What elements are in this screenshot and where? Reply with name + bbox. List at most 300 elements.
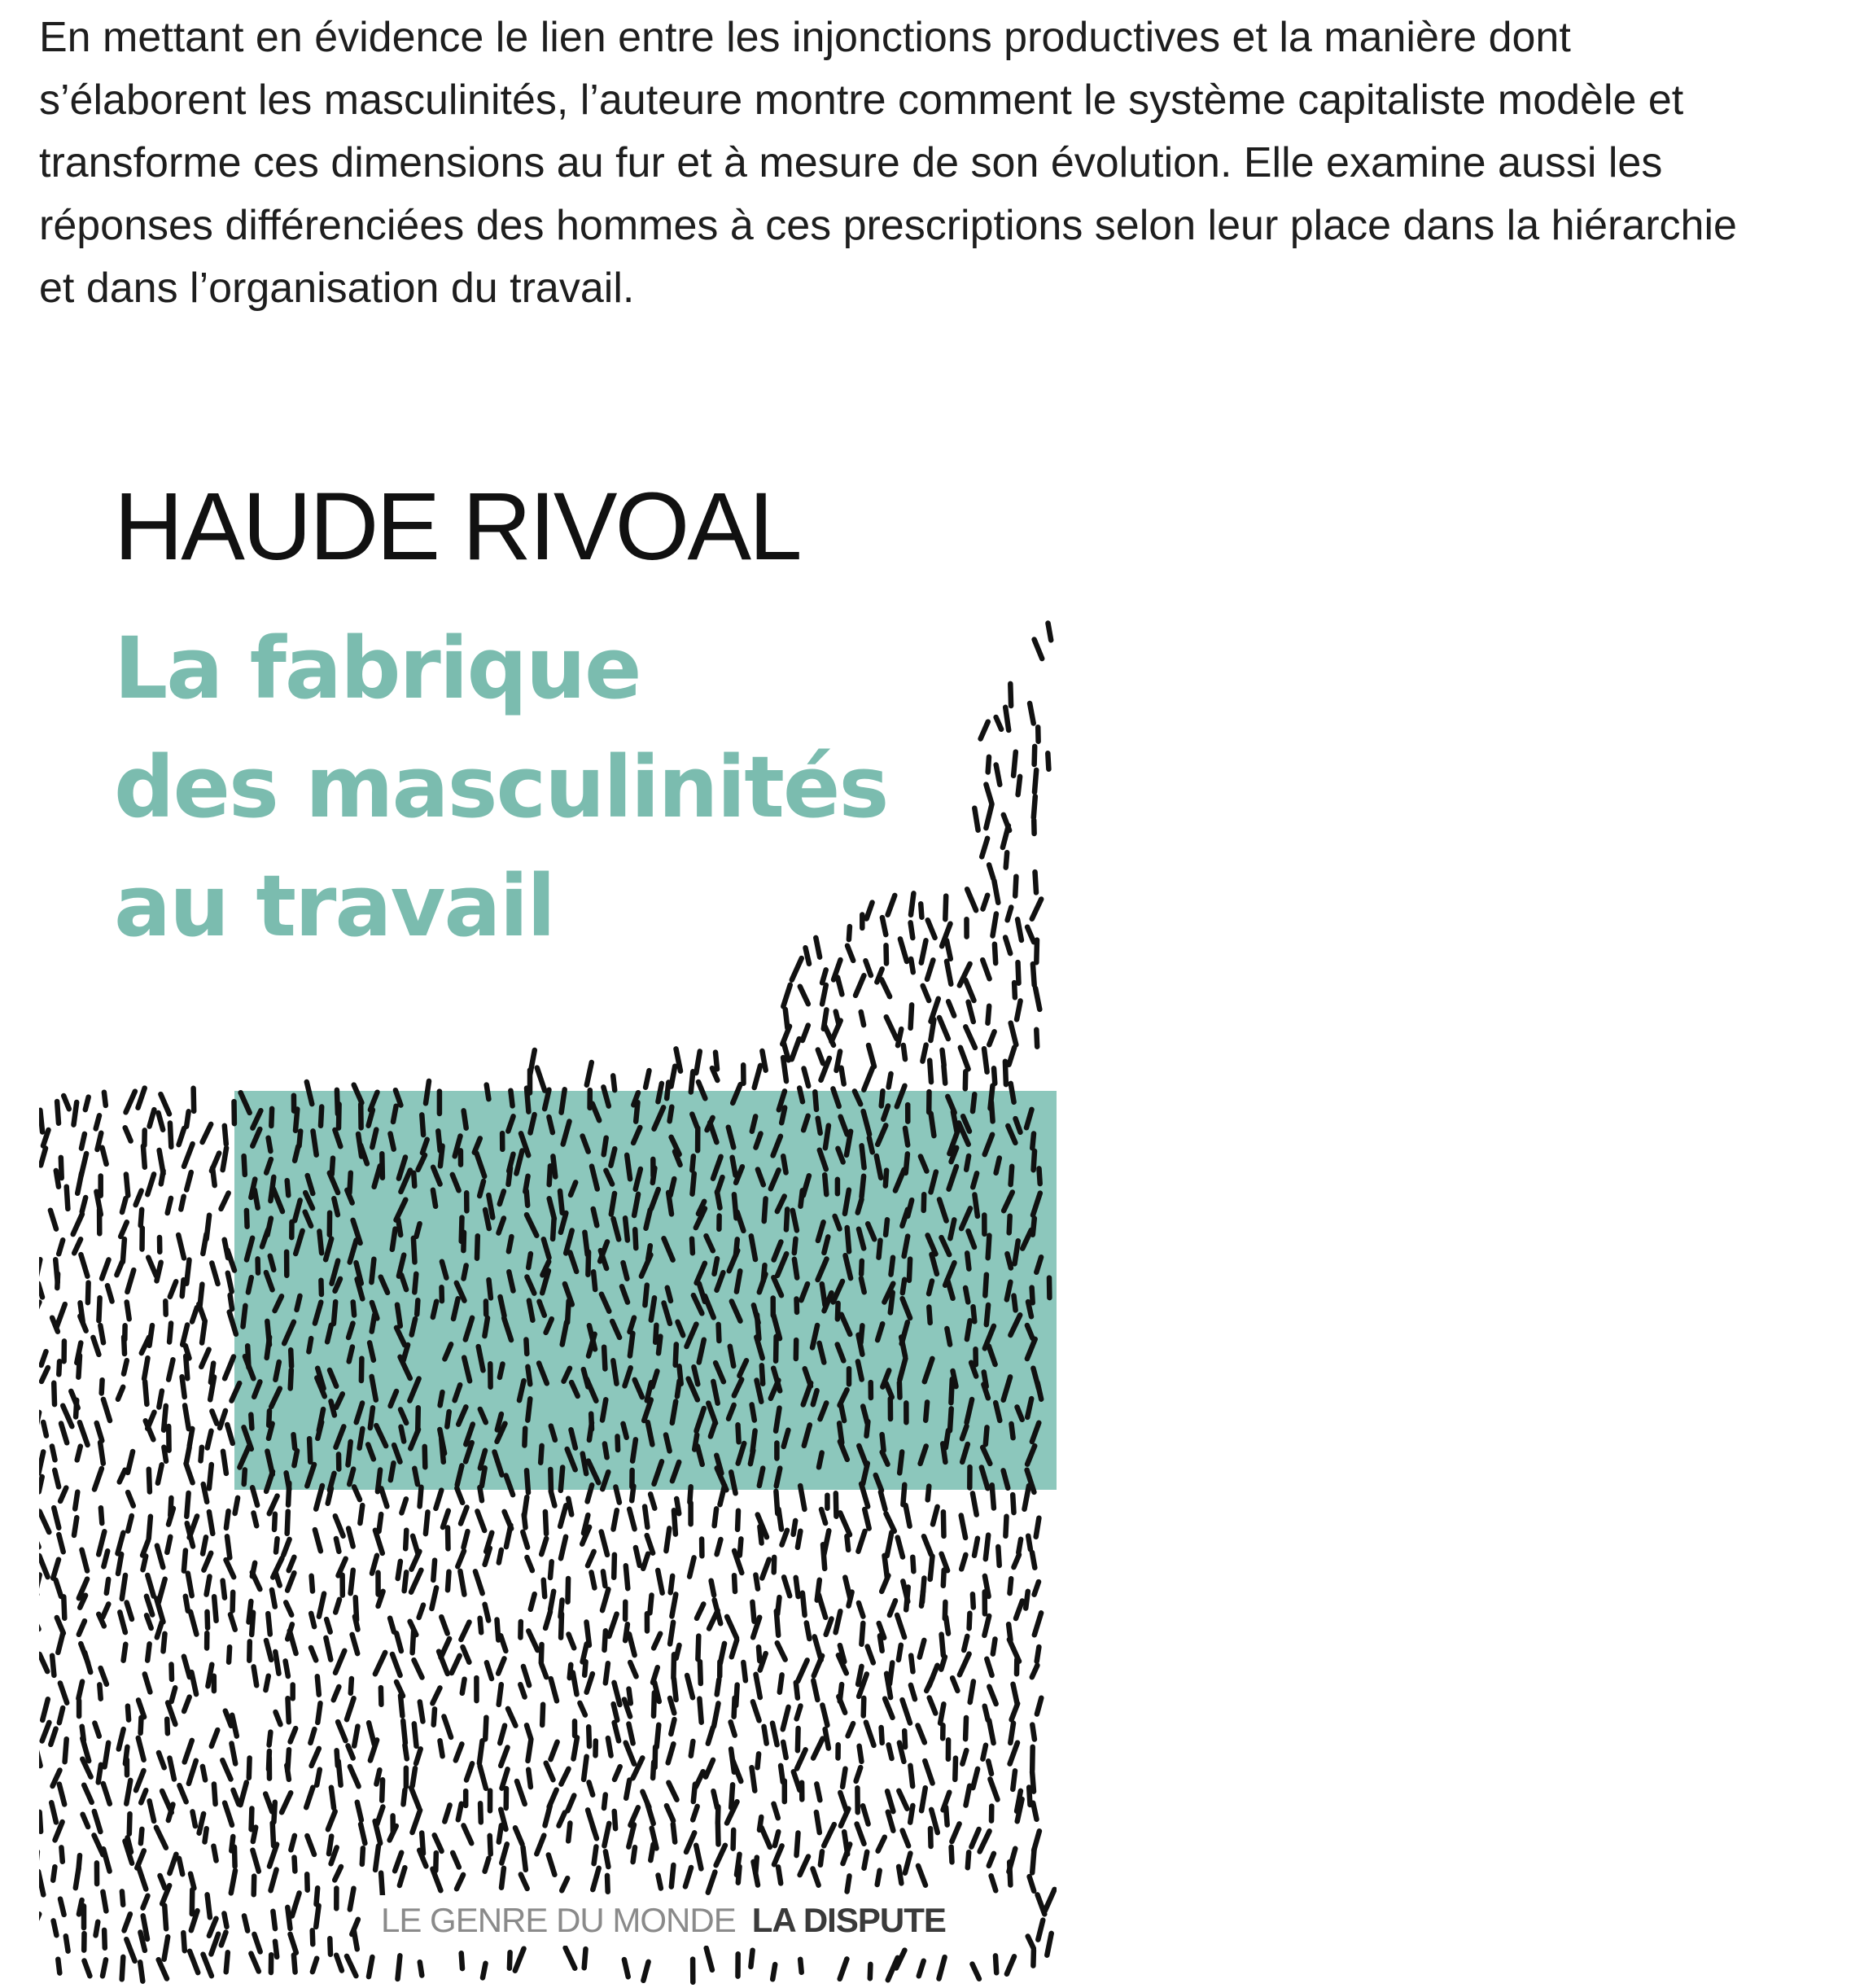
dash-mark (878, 1837, 885, 1851)
dash-mark (1011, 1023, 1017, 1045)
dash-mark (526, 1340, 527, 1355)
dash-mark (501, 1844, 507, 1863)
dash-mark (102, 1259, 108, 1278)
dash-mark (842, 1068, 844, 1084)
dash-mark (823, 1544, 825, 1569)
dash-mark (1017, 1001, 1021, 1020)
dash-mark (911, 959, 913, 972)
dash-mark (203, 1124, 212, 1142)
dash-mark (862, 1145, 864, 1167)
dash-mark (1036, 940, 1037, 963)
dash-mark (606, 1851, 609, 1867)
dash-mark (392, 1229, 396, 1250)
dash-mark (103, 1784, 110, 1804)
dash-mark (1036, 1518, 1039, 1537)
dash-mark (328, 1488, 331, 1504)
dash-mark (93, 1338, 98, 1355)
dash-mark (411, 1570, 421, 1592)
dash-mark (847, 1228, 849, 1251)
dash-mark (186, 1447, 190, 1462)
dash-mark (107, 1285, 112, 1301)
dash-mark (295, 1146, 298, 1160)
dash-mark (922, 1045, 925, 1062)
dash-mark (443, 1511, 448, 1527)
dash-mark (798, 1728, 799, 1750)
dash-mark (52, 1447, 55, 1460)
dash-mark (417, 1224, 420, 1237)
dash-mark (361, 1359, 362, 1381)
dash-mark (628, 1724, 632, 1744)
dash-mark (943, 1512, 944, 1536)
dash-mark (440, 1146, 443, 1167)
dash-mark (128, 1706, 129, 1720)
dash-mark (643, 1554, 648, 1569)
dash-mark (940, 1704, 943, 1723)
dash-mark (615, 1487, 619, 1503)
dash-mark (758, 1754, 759, 1767)
dash-mark (696, 1051, 700, 1073)
dash-mark (568, 1824, 570, 1841)
dash-mark (435, 1853, 436, 1871)
dash-mark (967, 1320, 970, 1339)
dash-mark (888, 1812, 894, 1831)
dash-mark (919, 1961, 924, 1977)
dash-mark (822, 970, 826, 983)
dash-mark (755, 1575, 758, 1589)
dash-mark (390, 1618, 394, 1632)
dash-mark (645, 1285, 646, 1306)
dash-mark (287, 1512, 288, 1534)
dash-mark (603, 1571, 606, 1586)
dash-mark (150, 1801, 155, 1821)
dash-mark (604, 1824, 609, 1846)
dash-mark (825, 1729, 829, 1748)
dash-mark (589, 1423, 592, 1440)
dash-mark (1006, 852, 1008, 867)
dash-mark (59, 1784, 64, 1805)
dash-mark (466, 1763, 472, 1780)
cover-title-line: des masculinités (114, 738, 888, 837)
dash-mark (886, 1513, 895, 1531)
dash-mark (375, 1530, 383, 1553)
dash-mark (291, 1934, 296, 1953)
dash-mark (659, 1876, 661, 1889)
dash-mark (462, 1679, 465, 1693)
dash-mark (141, 1718, 142, 1733)
dash-mark (545, 1512, 546, 1534)
dash-mark (464, 1825, 472, 1843)
dash-mark (248, 1277, 252, 1292)
dash-mark (501, 1636, 505, 1651)
dash-mark (353, 1302, 354, 1315)
dash-mark (441, 1617, 447, 1633)
dash-mark (75, 1492, 77, 1509)
dash-mark (348, 1529, 353, 1547)
dash-mark (626, 1565, 628, 1588)
dash-mark (273, 1802, 274, 1822)
dash-mark (460, 1571, 464, 1595)
dash-mark (190, 1951, 198, 1973)
dash-mark (550, 1561, 552, 1578)
dash-mark (651, 1298, 654, 1320)
dash-mark (985, 1706, 988, 1720)
dash-mark (164, 1406, 166, 1430)
dash-mark (97, 1423, 103, 1441)
dash-mark (674, 1679, 676, 1700)
dash-mark (1038, 1382, 1042, 1399)
dash-mark (877, 1871, 880, 1885)
dash-mark (1035, 1613, 1041, 1635)
dash-mark (820, 1851, 822, 1865)
dash-mark (859, 1603, 864, 1617)
dash-mark (848, 1723, 854, 1736)
dash-mark (822, 1284, 825, 1305)
dash-mark (126, 1939, 134, 1961)
paragraph-line: transforme ces dimensions au fur et à mesure de son évolution. Elle examine aussi les (39, 139, 1663, 186)
dash-mark (904, 1731, 905, 1747)
dash-mark (291, 1836, 295, 1850)
dash-mark (203, 1553, 211, 1570)
dash-mark (863, 1806, 869, 1824)
dash-mark (527, 1367, 530, 1385)
dash-mark (647, 1804, 653, 1824)
dash-mark (667, 1806, 673, 1821)
dash-mark (265, 1794, 272, 1812)
dash-mark (694, 1784, 695, 1802)
dash-mark (593, 1272, 595, 1290)
dash-mark (803, 1593, 805, 1615)
dash-mark (149, 1517, 151, 1539)
dash-mark (990, 1779, 997, 1799)
dash-mark (860, 1746, 862, 1762)
dash-mark (199, 1304, 204, 1320)
dash-mark (398, 1561, 400, 1579)
dash-mark (960, 1048, 969, 1069)
dash-mark (53, 1560, 59, 1579)
dash-mark (448, 1572, 449, 1591)
dash-mark (544, 1580, 545, 1597)
dash-mark (244, 1469, 245, 1484)
dash-mark (184, 1144, 193, 1167)
dash-mark (528, 1631, 537, 1650)
dash-mark (700, 1662, 701, 1684)
dash-mark (463, 1647, 470, 1662)
dash-mark (655, 1325, 656, 1342)
dash-mark (523, 1532, 527, 1548)
dash-mark (500, 1726, 505, 1744)
dash-mark (458, 1804, 462, 1820)
dash-mark (732, 1640, 737, 1657)
dash-mark (1008, 908, 1012, 921)
dash-mark (120, 1612, 125, 1632)
dash-mark (222, 1760, 230, 1779)
dash-mark (794, 1521, 796, 1535)
dash-mark (697, 1604, 703, 1618)
dash-mark (807, 1623, 810, 1640)
dash-mark (825, 1175, 826, 1194)
dash-mark (921, 940, 926, 962)
dash-mark (334, 1687, 339, 1700)
dash-mark (381, 1688, 382, 1705)
dash-mark (483, 1964, 486, 1978)
dash-mark (167, 1537, 170, 1552)
dash-mark (982, 839, 987, 857)
dash-mark (159, 1391, 162, 1408)
dash-mark (531, 1594, 535, 1609)
dash-mark (186, 1111, 189, 1126)
dash-mark (269, 1732, 271, 1745)
dash-mark (1017, 919, 1022, 940)
dash-mark (435, 1491, 441, 1509)
dash-mark (796, 1578, 799, 1596)
dash-mark (186, 1260, 189, 1284)
dash-mark (181, 1197, 183, 1210)
dash-mark (762, 1828, 770, 1847)
dash-mark (948, 1001, 954, 1015)
dash-mark (497, 1620, 499, 1640)
dash-mark (537, 1068, 545, 1091)
dash-mark (858, 1531, 864, 1552)
dash-mark (862, 1176, 864, 1198)
dash-mark (182, 1325, 187, 1345)
dash-mark (630, 1333, 633, 1356)
dash-mark (274, 1514, 275, 1530)
dash-mark (331, 1788, 334, 1808)
dash-mark (123, 1239, 125, 1262)
dash-mark (674, 1510, 676, 1534)
dash-mark (737, 1511, 738, 1530)
dash-mark (1005, 1517, 1006, 1536)
dash-mark (982, 960, 989, 979)
dash-mark (560, 1191, 562, 1213)
dash-mark (57, 1274, 58, 1288)
dash-mark (653, 1168, 655, 1183)
dash-mark (540, 1446, 541, 1463)
dash-mark (354, 1931, 357, 1950)
dash-mark (731, 1722, 735, 1735)
dash-mark (886, 1220, 887, 1235)
dash-mark (717, 1679, 720, 1694)
dash-mark (350, 1889, 354, 1910)
dash-mark (856, 1767, 861, 1781)
dash-mark (986, 1535, 988, 1560)
dash-mark (857, 1824, 864, 1844)
dash-mark (40, 1812, 42, 1832)
dash-mark (861, 1261, 862, 1274)
publisher-label: LA DISPUTE (751, 1901, 946, 1939)
dash-mark (463, 1233, 464, 1250)
dash-mark (138, 1868, 146, 1889)
dash-mark (551, 1679, 557, 1701)
dash-mark (480, 1618, 482, 1633)
dash-mark (338, 1722, 345, 1741)
dash-mark (800, 1960, 802, 1973)
dash-mark (156, 1599, 163, 1622)
dash-mark (923, 986, 930, 1001)
dash-mark (750, 1451, 753, 1465)
dash-mark (594, 1847, 597, 1864)
dash-mark (125, 1128, 131, 1141)
article-paragraph (39, 7, 1830, 320)
dash-mark (906, 1587, 908, 1610)
dash-mark (434, 1709, 435, 1724)
dash-mark (357, 1802, 361, 1820)
dash-mark (549, 1855, 555, 1875)
dash-mark (841, 1809, 849, 1826)
dash-mark (654, 1634, 660, 1649)
dash-mark (287, 1573, 294, 1590)
dash-mark (762, 1051, 765, 1071)
dash-mark (668, 1193, 672, 1215)
dash-mark (444, 1717, 451, 1737)
dash-mark (232, 1715, 237, 1736)
dash-mark (321, 1281, 322, 1294)
dash-mark (211, 1934, 218, 1955)
dash-mark (587, 1062, 592, 1085)
dash-mark (520, 1684, 524, 1697)
dash-mark (82, 1550, 88, 1571)
dash-mark (124, 1337, 125, 1354)
dash-mark (928, 1487, 930, 1500)
dash-mark (840, 1513, 850, 1535)
dash-mark (965, 980, 974, 1001)
dash-mark (524, 1429, 525, 1446)
dash-mark (267, 1338, 269, 1358)
dash-mark (888, 895, 895, 915)
dash-mark (615, 1723, 619, 1741)
dash-mark (506, 1526, 511, 1547)
dash-mark (276, 1539, 278, 1552)
dash-mark (74, 1102, 77, 1125)
dash-mark (287, 1180, 289, 1195)
dash-mark (42, 1351, 46, 1365)
dash-mark (252, 1572, 260, 1589)
dash-mark (164, 1447, 166, 1461)
dash-mark (308, 1338, 311, 1351)
dash-mark (269, 1424, 273, 1438)
dash-mark (750, 1951, 752, 1967)
dash-mark (989, 865, 993, 878)
dash-mark (61, 1424, 67, 1443)
dash-mark (149, 1469, 150, 1492)
dash-mark (228, 1273, 232, 1292)
dash-mark (405, 1572, 407, 1591)
dash-mark (561, 1537, 566, 1559)
dash-mark (764, 1727, 767, 1744)
dash-mark (918, 1866, 925, 1885)
dash-mark (971, 1829, 978, 1847)
dash-mark (545, 1612, 550, 1628)
dash-mark (921, 1591, 923, 1606)
dash-mark (209, 1465, 212, 1488)
dash-mark (643, 1962, 648, 1981)
dash-mark (777, 1469, 781, 1487)
dash-mark (998, 1547, 999, 1565)
dash-mark (1033, 1951, 1034, 1966)
dash-mark (1035, 770, 1036, 792)
dash-mark (85, 1653, 90, 1672)
dash-mark (527, 1399, 530, 1420)
dash-mark (1039, 1168, 1040, 1184)
dash-mark (74, 1517, 77, 1535)
dash-mark (360, 1429, 363, 1448)
dash-mark (234, 1790, 239, 1804)
dash-mark (126, 1092, 135, 1113)
dash-mark (214, 1784, 216, 1805)
dash-mark (939, 1957, 945, 1978)
dash-mark (98, 1531, 104, 1554)
dash-mark (783, 1742, 786, 1758)
dash-mark (502, 1769, 508, 1788)
dash-mark (1018, 1539, 1021, 1552)
dash-mark (157, 1263, 161, 1281)
dash-mark (560, 1505, 566, 1526)
dash-mark (905, 1128, 908, 1145)
paragraph-line: s’élaborent les masculinités, l’auteure montre comment le système capitaliste modèle et (39, 77, 1684, 124)
dash-mark (1032, 1134, 1034, 1149)
dash-mark (1029, 1788, 1030, 1806)
dash-mark (606, 1663, 608, 1683)
dash-mark (836, 1493, 837, 1516)
dash-mark (147, 1615, 151, 1628)
dash-mark (995, 1955, 996, 1973)
dash-mark (708, 1872, 715, 1893)
dash-mark (890, 1600, 895, 1615)
dash-mark (1014, 1296, 1016, 1311)
dash-mark (336, 1955, 342, 1971)
dash-mark (60, 1488, 66, 1501)
dash-mark (479, 1181, 484, 1196)
dash-mark (740, 1539, 742, 1555)
dash-mark (326, 1619, 330, 1632)
dash-mark (1035, 1582, 1039, 1595)
dash-mark (772, 1723, 777, 1745)
dash-mark (335, 1600, 339, 1613)
dash-mark (625, 1624, 628, 1640)
dash-mark (899, 1867, 901, 1884)
dash-mark (987, 1305, 988, 1325)
dash-mark (501, 1868, 504, 1888)
dash-mark (984, 1616, 989, 1636)
dash-mark (127, 1270, 133, 1292)
dash-mark (50, 1211, 56, 1229)
dash-mark (615, 1767, 620, 1780)
dash-mark (967, 889, 976, 910)
dash-mark (899, 1382, 900, 1397)
cover-title (114, 609, 887, 966)
dash-mark (813, 1390, 817, 1404)
dash-mark (452, 1656, 460, 1673)
dash-mark (804, 1069, 809, 1087)
dash-mark (509, 1237, 512, 1251)
dash-mark (819, 1453, 822, 1468)
dash-mark (203, 1484, 208, 1502)
dash-mark (440, 1392, 443, 1405)
dash-mark (103, 1892, 106, 1911)
dash-mark (696, 1846, 701, 1869)
dash-mark (317, 1770, 320, 1785)
dash-mark (930, 1020, 934, 1041)
dash-mark (484, 1318, 488, 1336)
dash-mark (626, 1780, 629, 1798)
dash-mark (158, 1465, 162, 1483)
dash-mark (122, 1957, 124, 1979)
dash-mark (759, 1469, 764, 1486)
dash-mark (733, 1830, 734, 1849)
dash-mark (781, 1108, 785, 1123)
dash-mark (400, 1868, 405, 1885)
dash-mark (287, 1766, 289, 1780)
